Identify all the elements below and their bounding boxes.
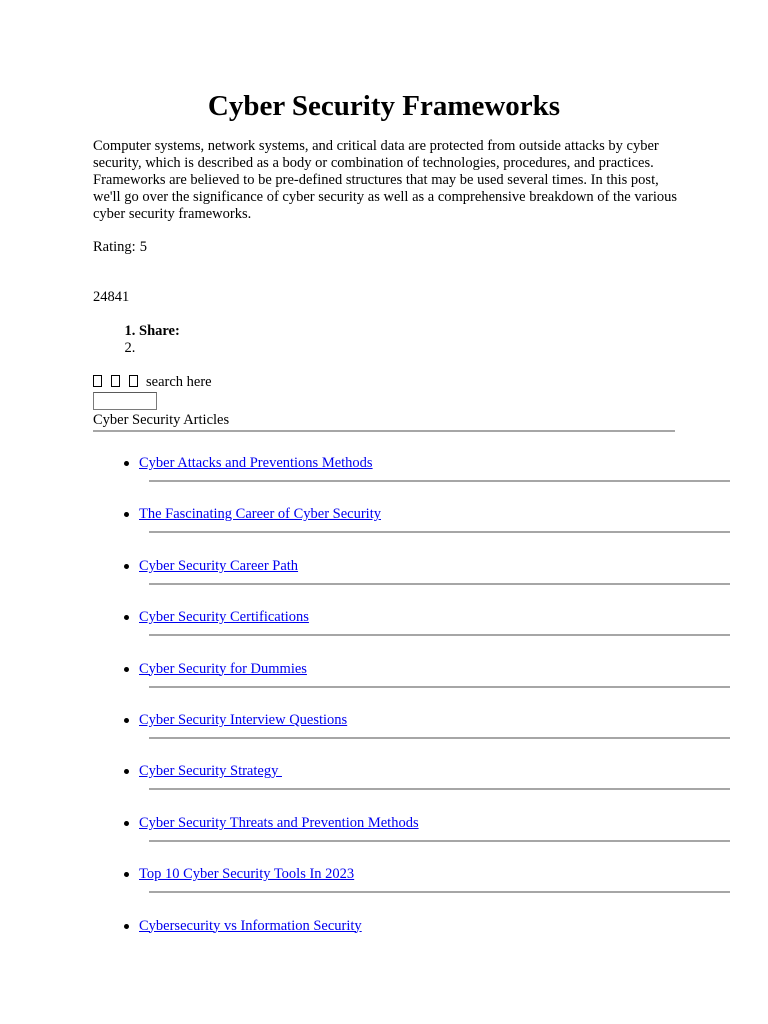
share-item-empty[interactable]	[139, 340, 180, 357]
missing-glyph-icon	[111, 375, 120, 387]
divider	[149, 531, 730, 533]
list-item	[93, 815, 733, 866]
divider	[149, 788, 730, 790]
missing-glyph-icon	[93, 375, 102, 387]
article-link[interactable]: Cyber Security for Dummies	[139, 660, 307, 677]
search-row	[93, 374, 212, 391]
bullet-icon	[124, 769, 129, 774]
divider	[149, 891, 730, 893]
bullet-icon	[124, 564, 129, 569]
list-item	[93, 918, 733, 969]
share-item-label	[139, 323, 180, 340]
bullet-icon	[124, 718, 129, 723]
list-item	[93, 609, 733, 660]
rating-label: Rating:	[93, 239, 136, 255]
article-link[interactable]: Cyber Security Threats and Prevention Methods	[139, 814, 419, 831]
bullet-icon	[124, 512, 129, 517]
rating-value: 5	[139, 239, 147, 255]
article-link[interactable]: Cyber Security Career Path	[139, 557, 299, 574]
article-link[interactable]: Cybersecurity vs Information Security	[139, 917, 362, 934]
divider	[149, 840, 730, 842]
list-item	[93, 763, 733, 814]
article-link[interactable]: Cyber Security Certifications	[139, 609, 309, 626]
bullet-icon	[124, 872, 129, 877]
page-title: Cyber Security Frameworks	[207, 90, 561, 122]
divider	[149, 686, 730, 688]
divider	[149, 634, 730, 636]
view-count: 24841	[93, 289, 130, 305]
list-item	[93, 506, 733, 557]
bullet-icon	[124, 924, 129, 929]
article-link[interactable]: The Fascinating Career of Cyber Security	[139, 506, 381, 523]
list-item	[93, 866, 733, 917]
article-list	[93, 455, 733, 969]
bullet-icon	[124, 667, 129, 672]
article-link[interactable]: Cyber Attacks and Preventions Methods	[139, 455, 373, 471]
list-item	[93, 455, 733, 506]
share-list	[93, 323, 180, 357]
article-link[interactable]: Top 10 Cyber Security Tools In 2023	[139, 866, 355, 883]
intro-paragraph: Computer systems, network systems, and critical data are protected from outside attacks by cyber security, which is described as a body or combination of technologies, procedures, and practices. Frameworks are believed to be pre-defined structures that may be used several times. In this post, we'll go over the significance of cyber security as well as a comprehensive breakdown of the various cyber security frameworks.	[93, 138, 678, 222]
sidebar-heading: Cyber Security Articles	[93, 412, 675, 432]
search-label: search here	[146, 374, 212, 390]
list-item	[93, 712, 733, 763]
list-item	[93, 558, 733, 609]
article-link[interactable]: Cyber Security Interview Questions	[139, 711, 348, 728]
bullet-icon	[124, 821, 129, 826]
article-link[interactable]: Cyber Security Strategy	[139, 763, 282, 780]
list-item	[93, 661, 733, 712]
bullet-icon	[124, 461, 129, 466]
missing-glyph-icon	[129, 375, 138, 387]
search-input[interactable]	[93, 392, 157, 410]
rating	[93, 239, 147, 256]
bullet-icon	[124, 615, 129, 620]
divider	[149, 583, 730, 585]
share-label: Share:	[139, 323, 180, 339]
divider	[149, 480, 730, 482]
divider	[149, 737, 730, 739]
